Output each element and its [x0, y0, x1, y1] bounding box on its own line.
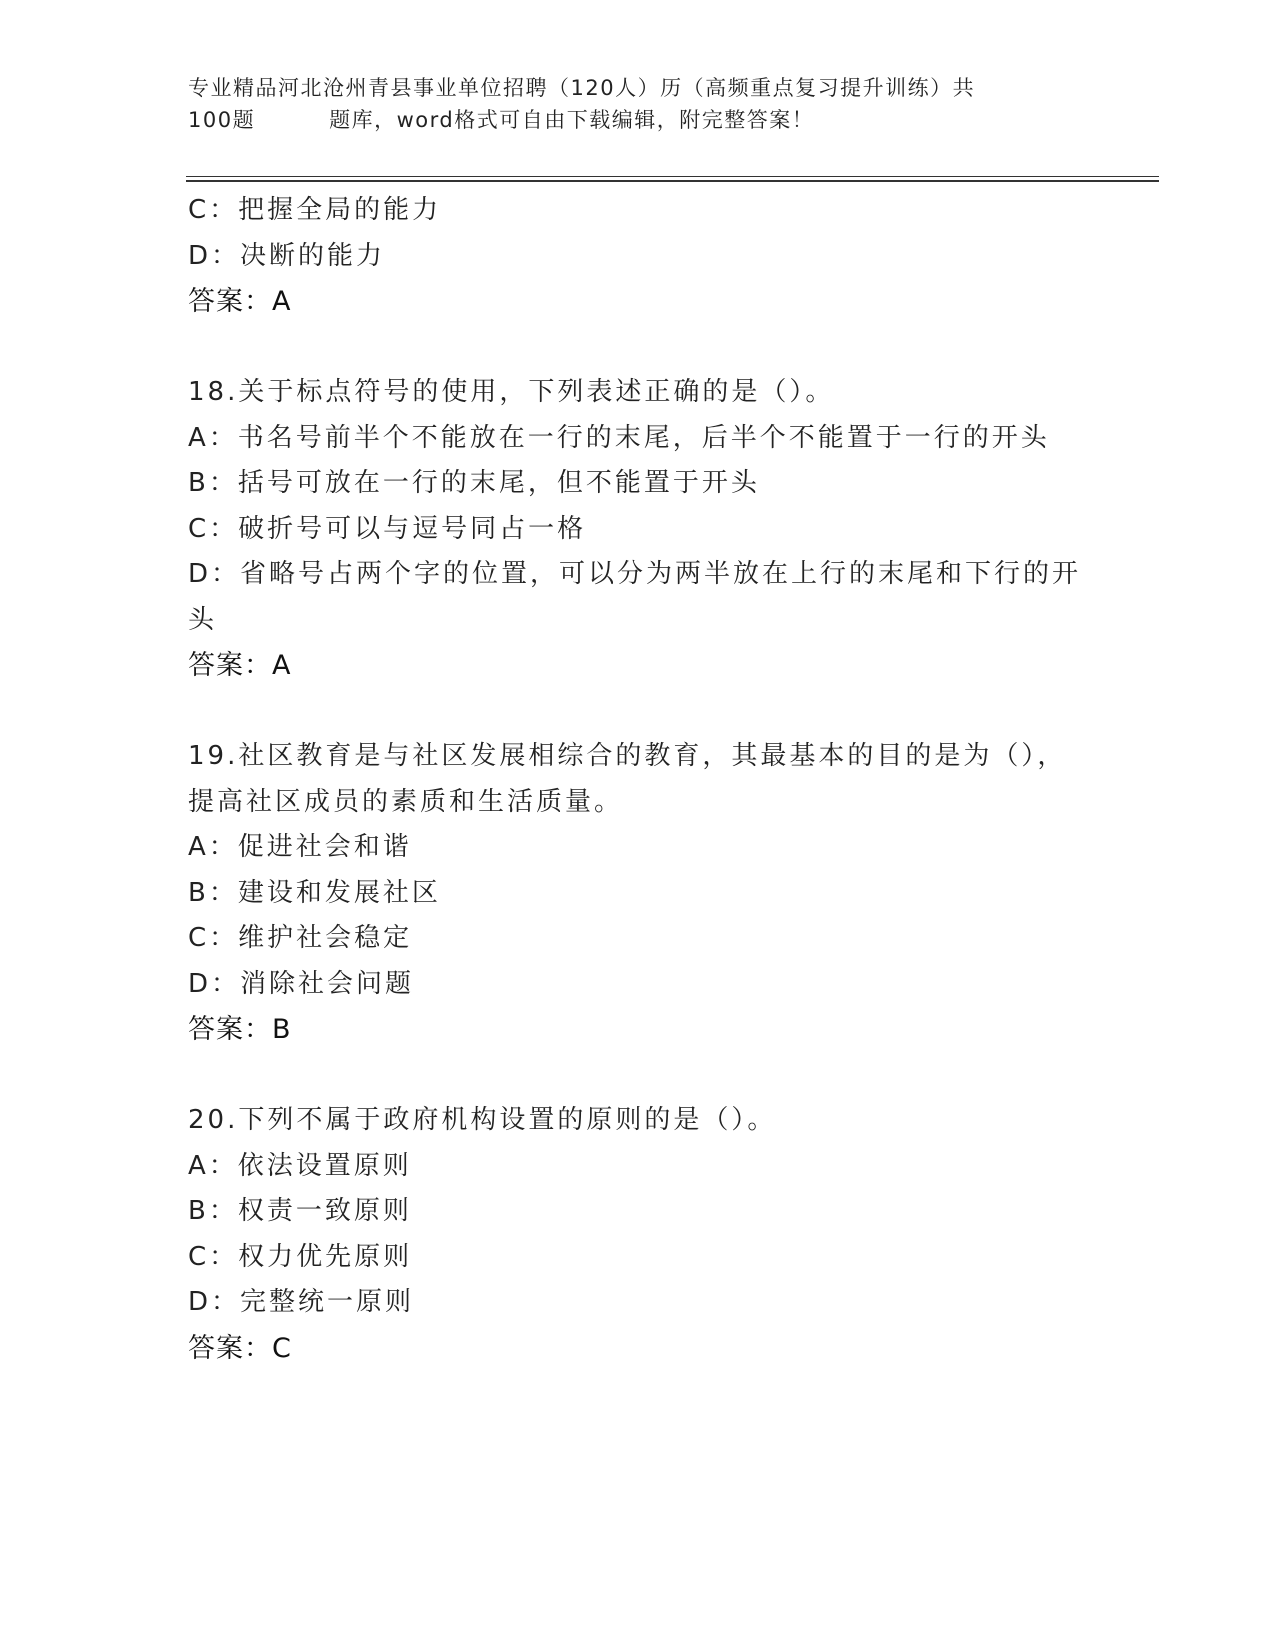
option-c: C：维护社会稳定: [188, 923, 413, 953]
block-spacer: [188, 689, 1088, 735]
answer-line: 答案：B: [188, 1014, 292, 1045]
document-body: [188, 188, 1088, 1371]
question-stem: 18.关于标点符号的使用，下列表述正确的是（）。: [188, 377, 835, 407]
option-b: B：建设和发展社区: [188, 877, 441, 908]
question-block-18: [188, 370, 1088, 689]
question-stem-continued: 提高社区成员的素质和生活质量。: [188, 786, 624, 817]
question-block-19: [188, 734, 1088, 1053]
question-block-17-continued: [188, 188, 1088, 325]
header-title-line-1: 专业精品河北沧州青县事业单位招聘（120人）历（高频重点复习提升训练）共: [188, 76, 976, 100]
option-d: D：消除社会问题: [188, 968, 415, 999]
option-a: A：依法设置原则: [188, 1150, 412, 1181]
option-d: D：决断的能力: [188, 240, 386, 271]
option-d: D：完整统一原则: [188, 1287, 415, 1317]
answer-line: 答案：A: [188, 286, 292, 317]
question-stem: 19.社区教育是与社区发展相综合的教育，其最基本的目的是为（），: [188, 741, 1067, 771]
header-divider-thin: [186, 176, 1159, 177]
question-stem: 20.下列不属于政府机构设置的原则的是（）。: [188, 1105, 777, 1135]
option-a: A：书名号前半个不能放在一行的末尾，后半个不能置于一行的开头: [188, 422, 1050, 453]
question-block-20: [188, 1098, 1088, 1371]
header-question-count: 100题: [188, 108, 256, 132]
header-divider-thick: [186, 180, 1159, 182]
block-spacer: [188, 1053, 1088, 1099]
option-c: C：破折号可以与逗号同占一格: [188, 513, 587, 544]
option-c: C：把握全局的能力: [188, 195, 442, 225]
answer-line: 答案：C: [188, 1332, 292, 1364]
option-c: C：权力优先原则: [188, 1241, 413, 1272]
option-d-continued: 头: [188, 604, 218, 635]
option-d: D：省略号占两个字的位置，可以分为两半放在上行的末尾和下行的开: [188, 559, 1082, 589]
option-a: A：促进社会和谐: [188, 832, 412, 862]
header-title-line-2: [188, 104, 1088, 136]
header-description: 题库，word格式可自由下载编辑，附完整答案！: [329, 108, 815, 132]
option-b: B：括号可放在一行的末尾，但不能置于开头: [188, 468, 760, 498]
answer-line: 答案：A: [188, 650, 292, 681]
document-header: [188, 72, 1088, 136]
block-spacer: [188, 325, 1088, 371]
option-b: B：权责一致原则: [188, 1196, 412, 1226]
